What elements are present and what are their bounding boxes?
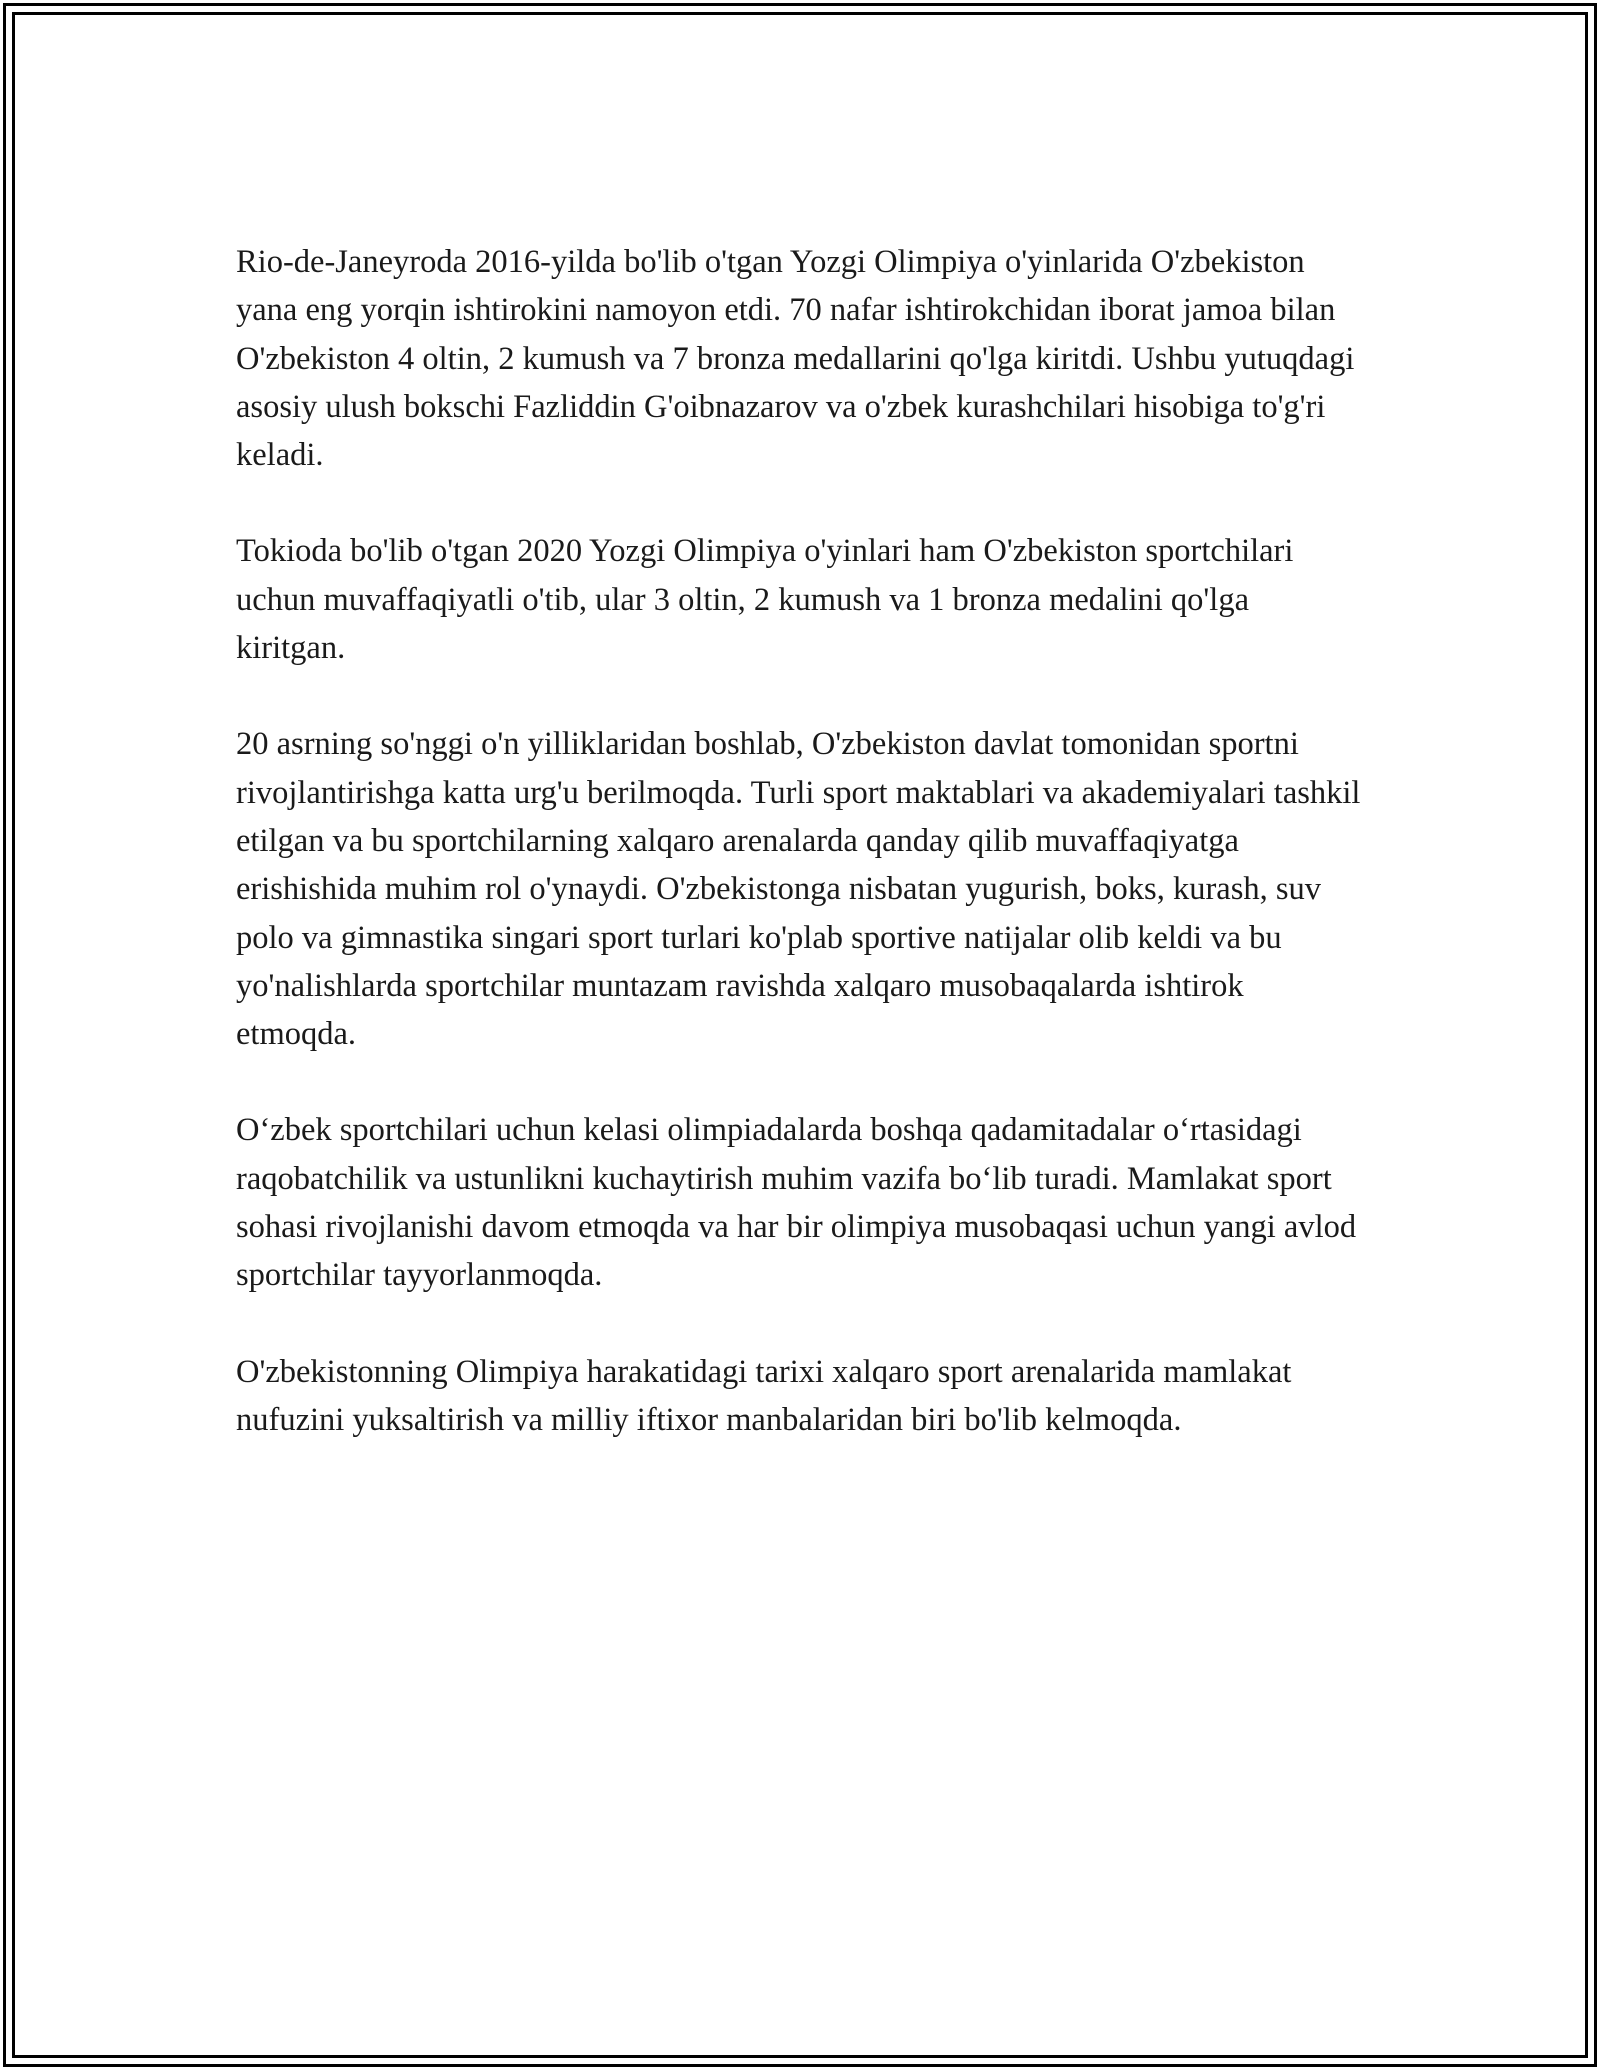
paragraph-rio-2016: Rio-de-Janeyroda 2016-yilda bo'lib o'tgan Yozgi Olimpiya o'yinlarida O'zbekiston yana eng yorqin ishtirokini namoyon etdi. 70 nafar ishtirokchidan iborat jamoa bilan O'zbekiston 4 oltin, 2 kumush va 7 bronza medallarini qo'lga kiritdi. Ushbu yutuqdagi asosiy ulush bokschi Fazliddin G'oibnazarov va o'zbek kurashchilari hisobiga to'g'ri keladi. — [236, 244, 1355, 474]
document-body — [236, 238, 1366, 1492]
paragraph-sport-development: 20 asrning so'nggi o'n yilliklaridan boshlab, O'zbekiston davlat tomonidan sportni rivojlantirishga katta urg'u berilmoqda. Turli sport maktablari va akademiyalari tashkil etilgan va bu sportchilarning xalqaro arenalarda qanday qilib muvaffaqiyatga erishishida muhim rol o'ynaydi. O'zbekistonga nisbatan yugurish, boks, kurash, suv polo va gimnastika singari sport turlari ko'plab sportive natijalar olib keldi va bu yo'nalishlarda sportchilar muntazam ravishda xalqaro musobaqalarda ishtirok etmoqda. — [236, 726, 1361, 1053]
paragraph-future-olympics: O‘zbek sportchilari uchun kelasi olimpiadalarda boshqa qadamitadalar o‘rtasidagi raqobatchilik va ustunlikni kuchaytirish muhim vazifa bo‘lib turadi. Mamlakat sport sohasi rivojlanishi davom etmoqda va har bir olimpiya musobaqasi uchun yangi avlod sportchilar tayyorlanmoqda. — [236, 1112, 1357, 1294]
paragraph-olympic-history: O'zbekistonning Olimpiya harakatidagi tarixi xalqaro sport arenalarida mamlakat nufuzini yuksaltirish va milliy iftixor manbalaridan biri bo'lib kelmoqda. — [236, 1353, 1292, 1438]
paragraph-tokyo-2020: Tokioda bo'lib o'tgan 2020 Yozgi Olimpiya o'yinlari ham O'zbekiston sportchilari uchun muvaffaqiyatli o'tib, ular 3 oltin, 2 kumush va 1 bronza medalini qo'lga kiritgan. — [236, 533, 1294, 667]
